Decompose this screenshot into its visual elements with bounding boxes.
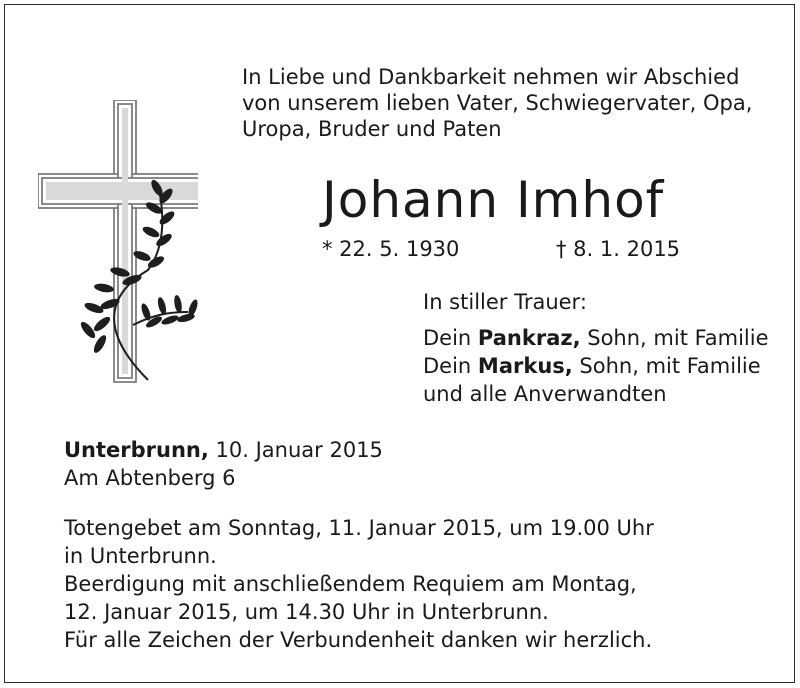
mourner-name: Pankraz, [477, 326, 581, 350]
mourning-heading: In stiller Trauer: [423, 290, 587, 314]
mourner-name: Markus, [477, 354, 573, 378]
mourner-line [423, 324, 769, 352]
death-date: † 8. 1. 2015 [556, 237, 681, 261]
cross-with-laurel-icon [38, 100, 198, 390]
birth-date: * 22. 5. 1930 [322, 237, 460, 261]
intro-line: von unserem lieben Vater, Schwiegervater, Opa, [242, 91, 753, 115]
funeral-line: Totengebet am Sonntag, 11. Januar 2015, um 19.00 Uhr [64, 516, 654, 540]
funeral-line: in Unterbrunn. [64, 544, 217, 568]
funeral-line: Beerdigung mit anschließendem Requiem am Montag, [64, 572, 637, 596]
place-date-line [64, 436, 383, 464]
mourner-prefix: Dein [423, 326, 478, 350]
mourner-prefix: Dein [423, 354, 478, 378]
intro-line: Uropa, Bruder und Paten [242, 117, 502, 141]
town-name: Unterbrunn, [64, 438, 209, 462]
mourner-relation: Sohn, mit Familie [572, 354, 761, 378]
deceased-name: Johann Imhof [322, 171, 665, 229]
funeral-line: Für alle Zeichen der Verbundenheit danken wir herzlich. [64, 628, 653, 652]
notice-date: 10. Januar 2015 [208, 438, 383, 462]
intro-line: In Liebe und Dankbarkeit nehmen wir Abschied [242, 65, 740, 89]
funeral-info [64, 514, 654, 654]
mourners-block [423, 288, 769, 408]
mourner-line [423, 352, 769, 380]
funeral-line: 12. Januar 2015, um 14.30 Uhr in Unterbrunn. [64, 600, 549, 624]
mourning-closing: und alle Anverwandten [423, 382, 667, 406]
mourner-relation: Sohn, mit Familie [580, 326, 769, 350]
address: Am Abtenberg 6 [64, 466, 236, 490]
place-date-block [64, 436, 383, 492]
intro-text [242, 64, 772, 142]
